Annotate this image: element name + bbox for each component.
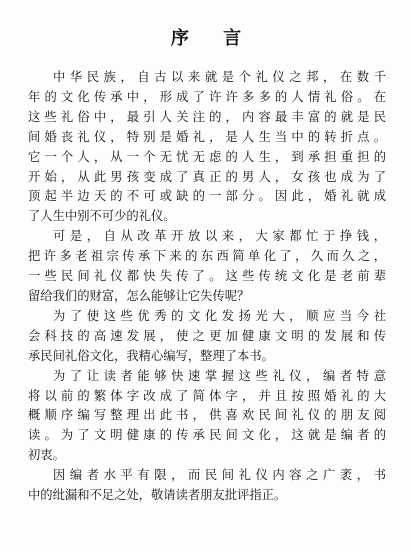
text-line: 了人生中别不可少的礼仪。 xyxy=(28,209,176,224)
text-line: 中的纰漏和不足之处，敬请读者朋友批评指正。 xyxy=(28,488,287,503)
text-line: 承民间礼俗文化，我精心编写，整理了本书。 xyxy=(28,348,274,363)
text-line: 间婚丧礼仪，特别是婚礼，是人生当中的转折点。 xyxy=(28,129,386,144)
text-line: 为了使这些优秀的文化发扬光大，顺应当今社 xyxy=(53,308,386,323)
text-line: 初衷。 xyxy=(28,448,65,463)
text-line: 把许多老祖宗传承下来的东西简单化了，久而久之， xyxy=(28,249,386,264)
paragraph-1 xyxy=(28,68,386,227)
text-line: 读。为了文明健康的传承民间文化，这就是编者的 xyxy=(28,428,386,443)
paragraph-5 xyxy=(28,466,386,506)
text-line: 顶起半边天的不可或缺的一部分。因此，婚礼就成 xyxy=(28,189,386,204)
paragraph-2 xyxy=(28,227,386,307)
text-line: 一些民间礼仪都快失传了。这些传统文化是老前辈 xyxy=(28,269,386,284)
text-line: 它一个人，从一个无忧无虑的人生，到承担重担的 xyxy=(28,149,386,164)
page-title: 序 言 xyxy=(170,28,256,49)
text-line: 年的文化传承中，形成了许许多多的人情礼俗。在 xyxy=(28,89,386,104)
text-line: 这些礼俗中，最引人关注的，内容最丰富的就是民 xyxy=(28,109,386,124)
paragraph-4 xyxy=(28,367,386,467)
text-line: 因编者水平有限，而民间礼仪内容之广袤，书 xyxy=(53,468,386,483)
text-line: 开始，从此男孩变成了真正的男人，女孩也成为了 xyxy=(28,169,386,184)
text-line: 将以前的繁体字改成了简体字，并且按照婚礼的大 xyxy=(28,388,386,403)
text-line: 中华民族，自古以来就是个礼仪之邦，在数千 xyxy=(53,70,386,84)
text-line: 为了让读者能够快速掌握这些礼仪，编者特意 xyxy=(53,368,386,383)
text-line: 会科技的高速发展，使之更加健康文明的发展和传 xyxy=(28,328,386,343)
paragraph-3 xyxy=(28,307,386,367)
preface-body xyxy=(28,68,386,506)
text-line: 可是，自从改革开放以来，大家都忙于挣钱， xyxy=(53,229,386,244)
text-line: 概顺序编写整理出此书，供喜欢民间礼仪的朋友阅 xyxy=(28,408,386,423)
text-line: 留给我们的财富，怎么能够让它失传呢？ xyxy=(28,288,250,303)
